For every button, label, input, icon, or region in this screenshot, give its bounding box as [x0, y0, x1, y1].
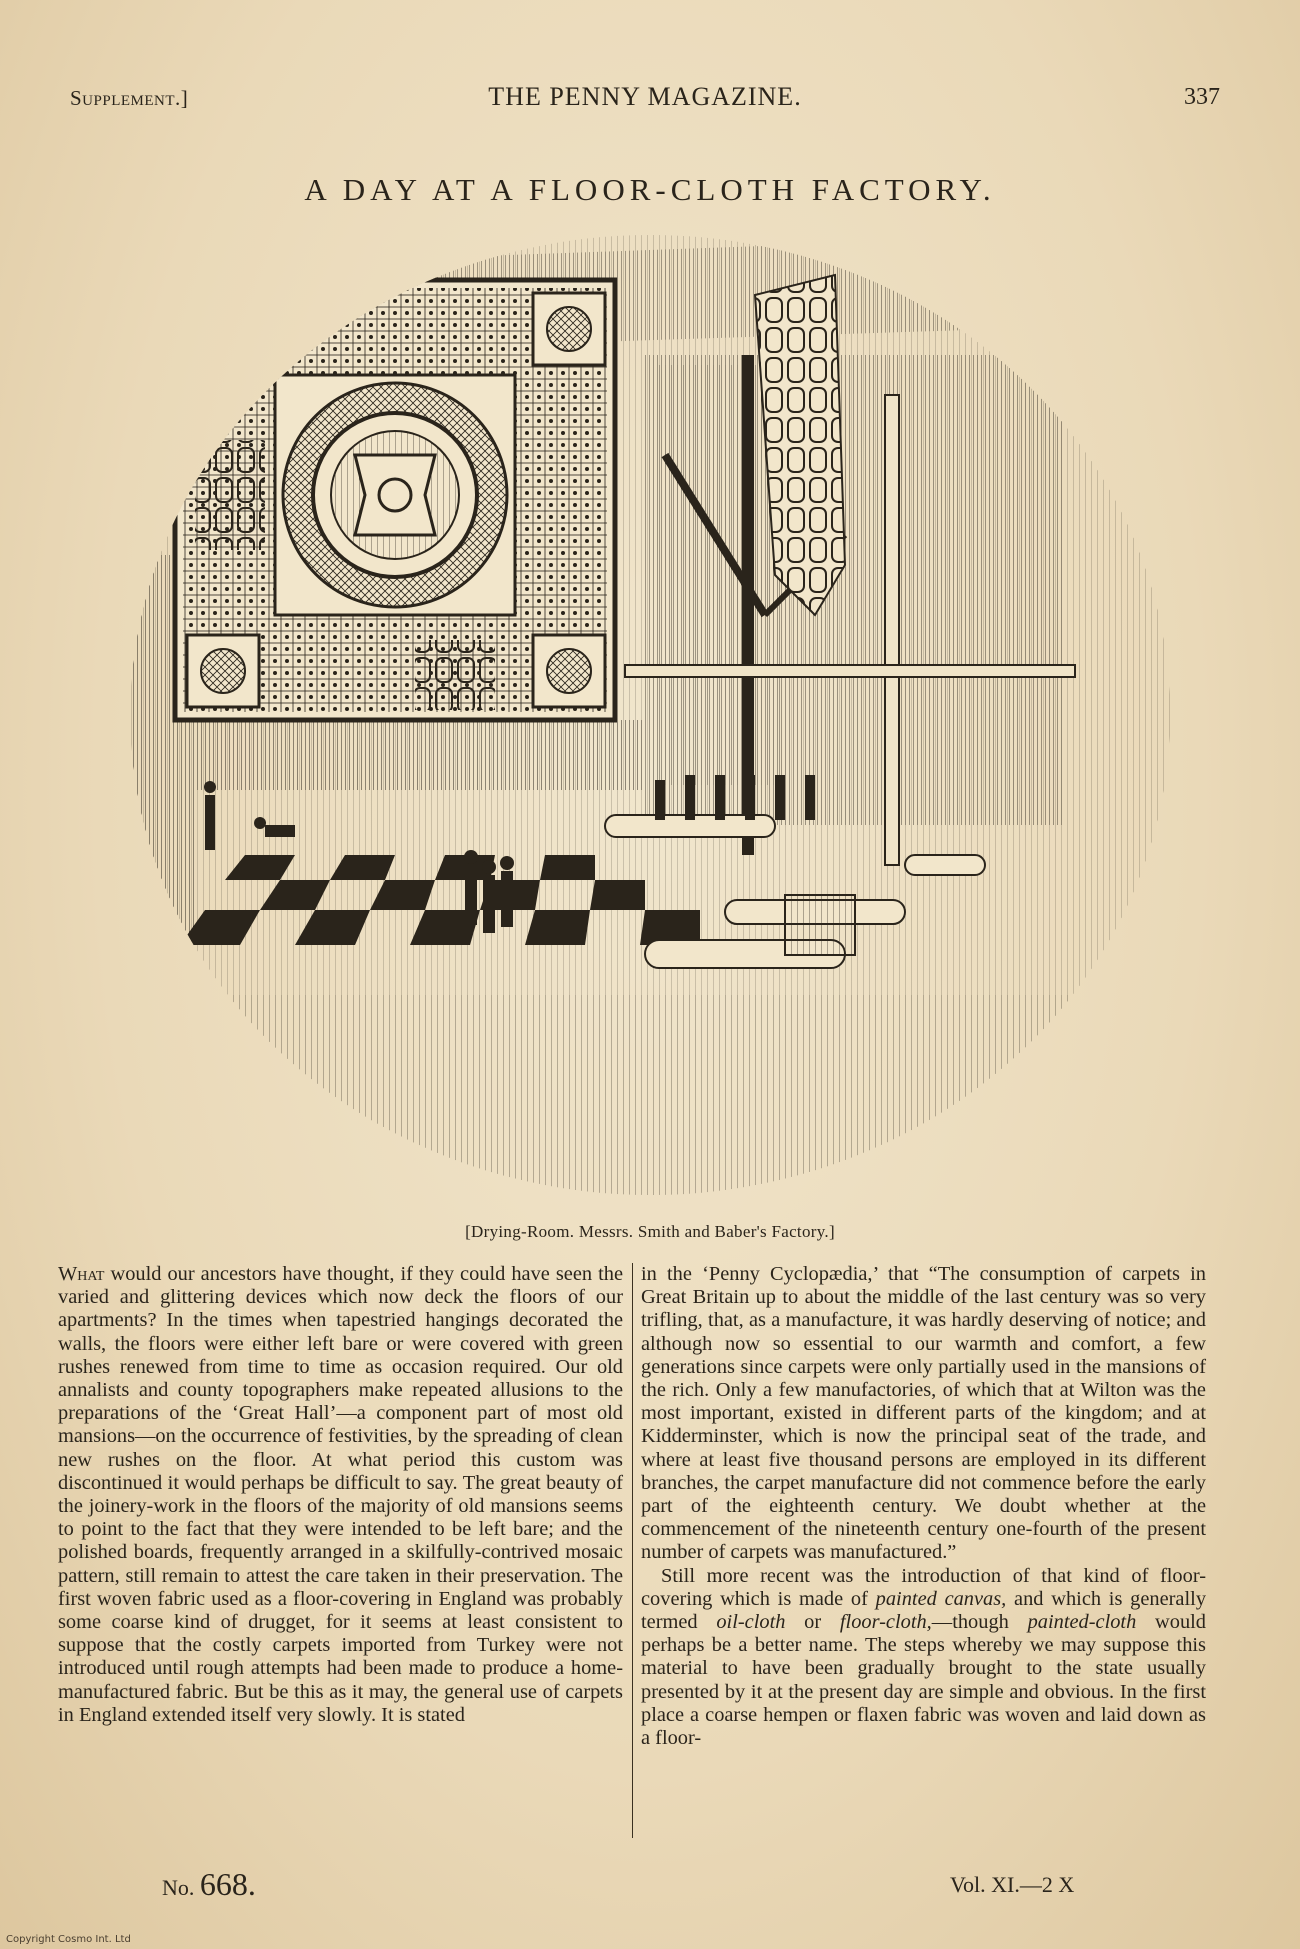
illustration-caption: [Drying-Room. Messrs. Smith and Baber's Factory.] — [465, 1222, 835, 1241]
drying-room-engraving — [125, 235, 1175, 1195]
page-number: 337 — [1184, 84, 1220, 110]
magazine-title: THE PENNY MAGAZINE. — [488, 82, 802, 111]
running-header — [70, 82, 1220, 118]
column-right — [641, 1263, 1206, 1750]
paragraph-2: Still more recent was the introduction of that kind of floor-covering which is made of painted canvas, and which is generally termed oil-cloth or floor-cloth,—though painted-cloth would perhaps be a better name. The steps whereby we may suppose this material to have been gradually brought to the state usually presented by it at the present day are simple and obvious. In the first place a coarse hempen or flaxen fabric was woven and laid down as a floor- — [641, 1564, 1207, 1750]
issue-prefix: No. — [162, 1875, 195, 1900]
section-label: Supplement.] — [70, 86, 189, 110]
column-left — [58, 1263, 623, 1727]
copyright-notice: Copyright Cosmo Int. Ltd — [6, 1934, 131, 1945]
column-left-text: would our ancestors have thought, if they could have seen the varied and glittering devices which now deck the floors of our apartments? In the times when tapestried hangings decorated the walls, the floors were either left bare or were covered with green rushes renewed from time to time as occasion required. Our old annalists and county topographers make repeated allusions to the preparations of the ‘Great Hall’—a component part of most old mansions—on the occurrence of festivities, by the spreading of clean new rushes on the floor. At what period this custom was discontinued it would perhaps be difficult to say. The great beauty of the joinery-work in the floors of the majority of old mansions seems to point to the fact that they were intended to be left bare; and the polished boards, frequently arranged in a skilfully-contrived mosaic pattern, still remain to attest the care taken in their preservation. The first woven fabric used as a floor-covering in England was probably some coarse kind of drugget, for it seems at least consistent to suppose that the costly carpets imported from Turkey were not introduced until rough attempts had been made to produce a home-manufactured fabric. But be this as it may, the general use of carpets in England extended itself very slowly. It is stated — [58, 1263, 623, 1726]
article-title: A DAY AT A FLOOR-CLOTH FACTORY. — [304, 172, 996, 207]
page-footer — [0, 1860, 1300, 1900]
issue-number — [162, 1866, 256, 1903]
volume-signature: Vol. XI.—2 X — [950, 1872, 1075, 1897]
paragraph-1: in the ‘Penny Cyclopædia,’ that “The consumption of carpets in Great Britain up to about the middle of the last century was so very trifling, that, as a manufacture, it was hardly deserving of notice; and although now so essential to our warmth and comfort, a few generations since carpets were only partially used in the mansions of the rich. Only a few manufactories, of which that at Wilton was the most important, existed in different parts of the kingdom; and at Kidderminster, which is now the principal seat of the trade, and where at least five thousand persons are employed in its different branches, the carpet manufacture did not commence before the early part of the eighteenth century. We doubt whether at the commencement of the nineteenth century one-fourth of the present number of carpets was manufactured.” — [641, 1263, 1206, 1564]
lead-word: What — [58, 1263, 105, 1285]
issue-value: 668. — [199, 1866, 256, 1902]
article-body — [58, 1263, 1208, 1843]
column-divider — [632, 1263, 633, 1838]
